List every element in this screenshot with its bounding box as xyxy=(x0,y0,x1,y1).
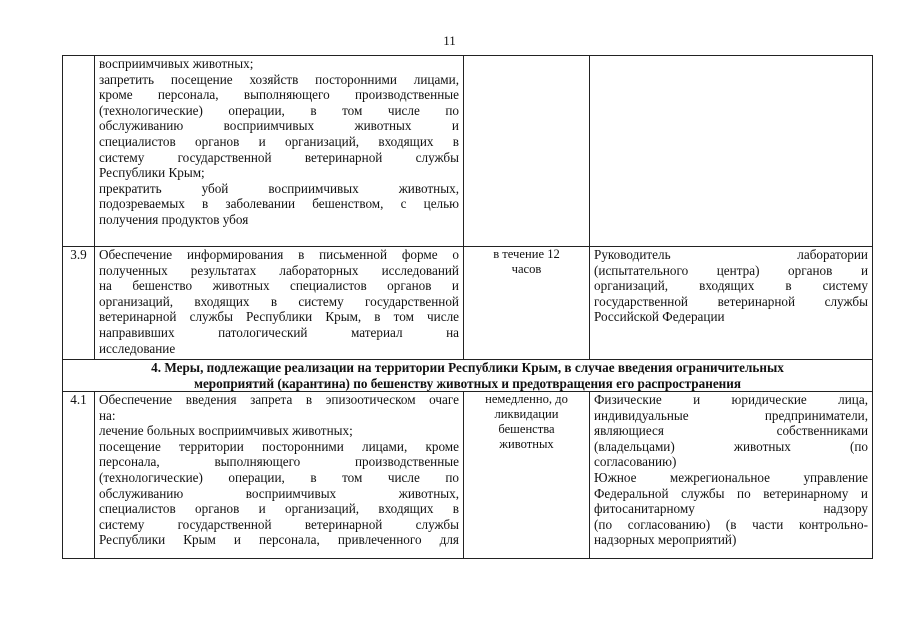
text-line: восприимчивых животных; xyxy=(99,56,254,71)
text-line: Руководитель лаборатории xyxy=(594,247,868,262)
row-number-cell: 4.1 xyxy=(63,392,95,559)
table-row xyxy=(63,56,873,247)
measure-cell xyxy=(95,247,464,360)
text-line: (технологические) операции, в том числе по xyxy=(99,469,459,485)
text-line: организаций, входящих в систему государственной xyxy=(99,293,459,309)
text-line: индивидуальные предприниматели, xyxy=(594,407,868,423)
page-number: 11 xyxy=(443,33,456,48)
term-line: ликвидации xyxy=(494,407,559,421)
text-line: специалистов органов и организаций, входящих в xyxy=(99,133,459,149)
text-line: кроме персонала, выполняющего производственные xyxy=(99,87,459,103)
text-line: организаций, входящих в систему xyxy=(594,278,868,294)
text-line: являющиеся собственниками xyxy=(594,423,868,439)
text-line: получения продуктов убоя xyxy=(99,211,249,227)
term-line: бешенства xyxy=(498,422,555,436)
table-row xyxy=(63,247,873,360)
text-line: специалистов органов и организаций, входящих в xyxy=(99,501,459,517)
responsible-cell xyxy=(590,56,873,247)
term-cell xyxy=(464,247,590,360)
term-cell xyxy=(464,392,590,559)
text-line: полученных результатах лабораторных исследований xyxy=(99,262,459,278)
text-line: согласованию) xyxy=(594,454,677,470)
text-line: (по согласованию) (в части контрольно- xyxy=(594,516,868,532)
term-line: немедленно, до xyxy=(485,392,568,406)
text-line: Федеральной службы по ветеринарному и xyxy=(594,485,868,501)
text-line: посещение территории посторонними лицами, кроме xyxy=(99,438,459,454)
measures-table xyxy=(62,55,873,559)
text-line: Республики Крым; xyxy=(99,165,205,181)
text-line: Обеспечение информирования в письменной форме о xyxy=(99,247,459,262)
term-cell xyxy=(464,56,590,247)
text-line: систему государственной ветеринарной службы xyxy=(99,516,459,532)
text-line: на бешенство животных специалистов органов и xyxy=(99,278,459,294)
section-heading-row xyxy=(63,360,873,392)
text-line: исследование xyxy=(99,340,176,356)
section-heading-line: мероприятий (карантина) по бешенству животных и предотвращения его распространения xyxy=(193,375,742,391)
text-line: государственной ветеринарной службы xyxy=(594,293,868,309)
row-number-cell: 3.9 xyxy=(63,247,95,360)
text-line: (владельцами) животных (по xyxy=(594,438,868,454)
text-line: лечение больных восприимчивых животных; xyxy=(99,423,353,439)
text-line: надзорных мероприятий) xyxy=(594,532,737,548)
text-line: Республики Крым и персонала, привлеченного для xyxy=(99,532,459,548)
term-line: часов xyxy=(511,262,542,276)
term-line: животных xyxy=(499,437,554,451)
text-line: запретить посещение хозяйств посторонними лицами, xyxy=(99,71,459,87)
measure-cell xyxy=(95,392,464,559)
text-line: Российской Федерации xyxy=(594,309,725,325)
text-line: обслуживанию восприимчивых животных и xyxy=(99,118,459,134)
section-heading xyxy=(63,360,873,392)
text-line: систему государственной ветеринарной службы xyxy=(99,149,459,165)
table-row xyxy=(63,392,873,559)
term-line: в течение 12 xyxy=(493,247,560,261)
responsible-cell xyxy=(590,247,873,360)
text-line: Южное межрегиональное управление xyxy=(594,469,868,485)
measure-cell xyxy=(95,56,464,247)
text-line: (технологические) операции, в том числе по xyxy=(99,102,459,118)
text-line: ветеринарной службы Республики Крым, в том числе xyxy=(99,309,459,325)
responsible-cell xyxy=(590,392,873,559)
text-line: фитосанитарному надзору xyxy=(594,501,868,517)
text-line: подозреваемых в заболевании бешенством, с целью xyxy=(99,196,459,212)
text-line: Физические и юридические лица, xyxy=(594,392,868,407)
text-line: прекратить убой восприимчивых животных, xyxy=(99,180,459,196)
text-line: направивших патологический материал на xyxy=(99,324,459,340)
text-line: обслуживанию восприимчивых животных, xyxy=(99,485,459,501)
text-line: (испытательного центра) органов и xyxy=(594,262,868,278)
row-number-cell xyxy=(63,56,95,247)
text-line: Обеспечение введения запрета в эпизоотическом очаге xyxy=(99,392,459,407)
text-line: персонала, выполняющего производственные xyxy=(99,454,459,470)
section-heading-line: 4. Меры, подлежащие реализации на территории Республики Крым, в случае введения ограничительных xyxy=(151,360,784,375)
text-line: на: xyxy=(99,407,116,423)
